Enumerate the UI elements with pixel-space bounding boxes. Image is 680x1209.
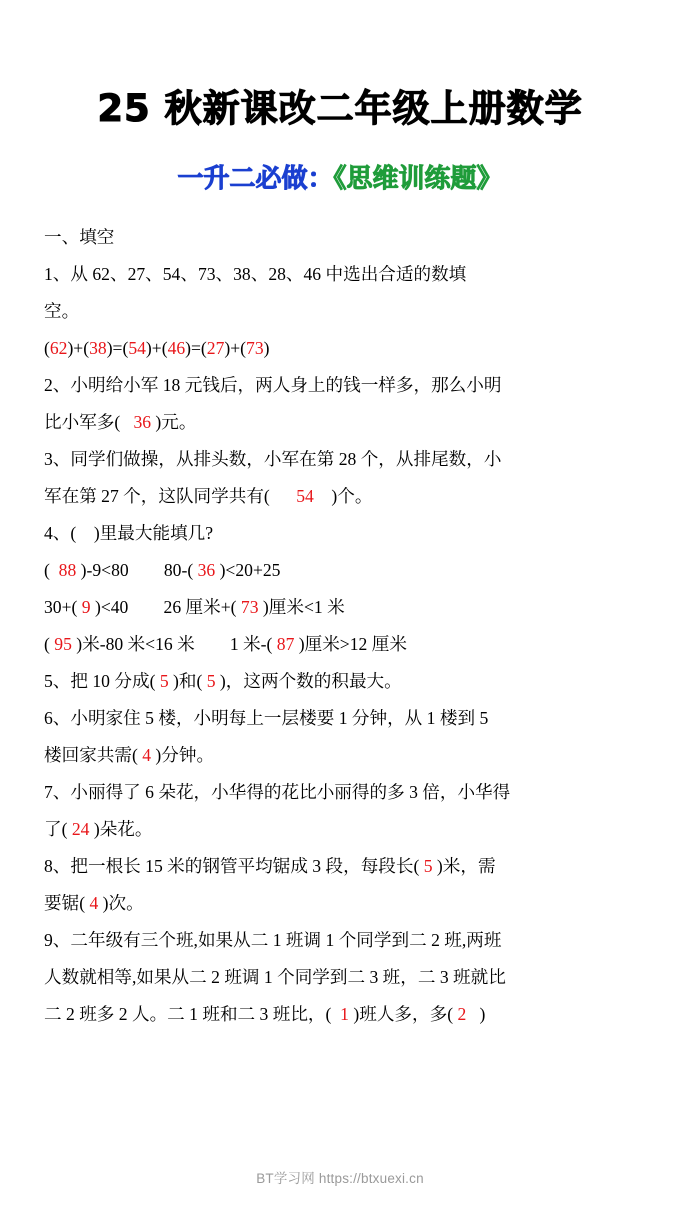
answer-value: 87 <box>276 634 295 654</box>
question-line <box>44 293 636 330</box>
question-text: )-9<80 80-( <box>76 560 198 580</box>
question-line <box>44 626 636 663</box>
question-line <box>44 552 636 589</box>
question-text: 8、把一根长 15 米的钢管平均锯成 3 段，每段长( <box>44 856 424 876</box>
page-subtitle <box>44 132 636 195</box>
question-text: 3、同学们做操，从排头数，小军在第 28 个，从排尾数，小 <box>44 449 502 469</box>
answer-value: 73 <box>240 597 259 617</box>
section-heading: 一、填空 <box>44 227 115 247</box>
question-text: )=( <box>185 338 207 358</box>
question-text: )，这两个数的积最大。 <box>215 671 402 691</box>
question-line <box>44 774 636 811</box>
answer-value: 62 <box>49 338 68 358</box>
question-text: )米-80 米<16 米 1 米-( <box>71 634 277 654</box>
answer-value: 54 <box>128 338 146 358</box>
question-text: )+( <box>67 338 90 358</box>
answer-value: 9 <box>81 597 91 617</box>
question-text: 了( <box>44 819 72 839</box>
question-text: 楼回家共需( <box>44 745 143 765</box>
page-title: 25 秋新课改二年级上册数学 <box>97 87 583 130</box>
answer-value: 36 <box>197 560 216 580</box>
answer-value: 4 <box>89 893 99 913</box>
answer-value: 24 <box>71 819 90 839</box>
question-text: ) <box>466 1004 486 1024</box>
footer-watermark: BT学习网 https://btxuexi.cn <box>256 1171 424 1186</box>
answer-value: 54 <box>296 486 314 506</box>
answer-value: 73 <box>246 338 264 358</box>
answer-value: 5 <box>159 671 169 691</box>
question-text: 1、从 62、27、54、73、38、28、46 中选出合适的数填 <box>44 264 467 284</box>
question-line <box>44 922 636 959</box>
question-text: 2、小明给小军 18 元钱后，两人身上的钱一样多，那么小明 <box>44 375 502 395</box>
answer-value: 1 <box>340 1004 349 1024</box>
question-text: )和( <box>168 671 207 691</box>
question-line <box>44 478 636 515</box>
question-text: ( <box>44 560 59 580</box>
question-text: 6、小明家住 5 楼，小明每上一层楼要 1 分钟，从 1 楼到 5 <box>44 708 489 728</box>
question-text: 要锯( <box>44 893 90 913</box>
question-text: ( <box>44 338 50 358</box>
question-text: )厘米>12 厘米 <box>294 634 407 654</box>
answer-value: 38 <box>89 338 107 358</box>
question-lines <box>44 256 636 1033</box>
question-text: )班人多，多( <box>348 1004 458 1024</box>
question-text: 4、( )里最大能填几? <box>44 523 214 543</box>
answer-value: 88 <box>58 560 77 580</box>
question-line <box>44 515 636 552</box>
question-text: )次。 <box>98 893 144 913</box>
question-line <box>44 367 636 404</box>
answer-value: 2 <box>457 1004 467 1024</box>
question-line <box>44 256 636 293</box>
question-text: )分钟。 <box>151 745 215 765</box>
question-text: 7、小丽得了 6 朵花，小华得的花比小丽得的多 3 倍，小华得 <box>44 782 511 802</box>
question-line <box>44 589 636 626</box>
question-text: )个。 <box>313 486 373 506</box>
answer-value: 27 <box>206 338 225 358</box>
answer-value: 5 <box>423 856 433 876</box>
subtitle-highlight: 《思维训练题》 <box>333 164 503 194</box>
question-text: 军在第 27 个，这队同学共有( <box>44 486 297 506</box>
worksheet-content <box>44 195 636 1033</box>
question-line <box>44 996 636 1033</box>
question-line <box>44 663 636 700</box>
question-text: )+( <box>224 338 247 358</box>
question-text: )<40 26 厘米+( <box>90 597 241 617</box>
question-text: 空。 <box>44 301 80 321</box>
question-line <box>44 737 636 774</box>
question-text: )元。 <box>151 412 197 432</box>
subtitle-prefix: 一升二必做： <box>177 164 334 194</box>
question-text: 二 2 班多 2 人。二 1 班和二 3 班比，( <box>44 1004 341 1024</box>
question-text: )+( <box>145 338 168 358</box>
question-text: )=( <box>106 338 129 358</box>
question-line <box>44 700 636 737</box>
question-text: )米，需 <box>432 856 496 876</box>
question-text: 9、二年级有三个班,如果从二 1 班调 1 个同学到二 2 班,两班 <box>44 930 502 950</box>
question-text: )厘米<1 米 <box>258 597 345 617</box>
question-text: 30+( <box>44 597 82 617</box>
question-text: 比小军多( <box>44 412 134 432</box>
answer-value: 4 <box>142 745 152 765</box>
question-line <box>44 441 636 478</box>
question-text: )<20+25 <box>215 560 281 580</box>
question-line <box>44 330 636 367</box>
question-line <box>44 404 636 441</box>
question-line <box>44 811 636 848</box>
question-text: 5、把 10 分成( <box>44 671 160 691</box>
question-text: 人数就相等,如果从二 2 班调 1 个同学到二 3 班，二 3 班就比 <box>44 967 506 987</box>
question-text: )朵花。 <box>89 819 153 839</box>
question-line <box>44 848 636 885</box>
question-text: ( <box>44 634 55 654</box>
answer-value: 5 <box>206 671 216 691</box>
answer-value: 95 <box>54 634 72 654</box>
question-line <box>44 885 636 922</box>
answer-value: 36 <box>133 412 152 432</box>
question-line <box>44 959 636 996</box>
question-text: ) <box>263 338 270 358</box>
answer-value: 46 <box>167 338 186 358</box>
